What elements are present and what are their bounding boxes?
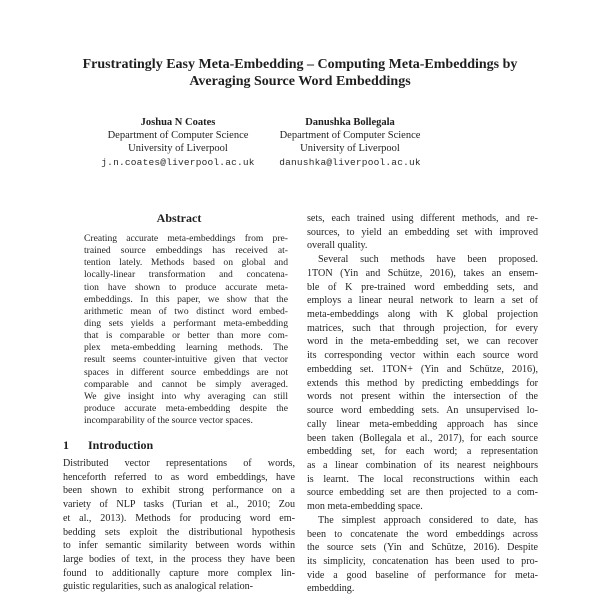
text-line: sources, to yield an embedding set with improved (307, 226, 538, 238)
author-university: University of Liverpool (300, 143, 400, 155)
text-line: overall quality. (307, 240, 368, 252)
text-line: bedding sets exploit the distributional hypothesis (63, 526, 295, 538)
text-line: embedding. (307, 583, 355, 595)
text-line: matrices, such that through projection, for every (307, 322, 538, 334)
text-line: word in the meta-embedding set, we can recover (307, 336, 538, 348)
text-line: been taken (Bollegala et al., 2017), for each source (307, 432, 538, 444)
text-line: been to concatenate the word embeddings across (307, 528, 538, 540)
text-line: henceforth referred to as word embeddings, have (63, 471, 295, 483)
text-line: the source sets (Yin and Schütze, 2016). Despite (307, 542, 538, 554)
text-line: Creating accurate meta-embeddings from pre- (84, 233, 288, 244)
text-line: sets, each trained using different methods, and re- (307, 213, 538, 224)
text-line: employs a linear neural network to learn a set of (307, 295, 538, 307)
text-line: guistic regularities, such as analogical relation- (63, 581, 254, 593)
right-column-body (307, 212, 538, 596)
abstract-heading: Abstract (156, 211, 202, 225)
text-line: to infer semantic similarity between words within (63, 540, 295, 552)
text-line: tention lately. Methods based on global and (84, 257, 288, 269)
section-heading-introduction (63, 438, 295, 453)
author-email: danushka@liverpool.ac.uk (279, 156, 421, 168)
text-line: embeddings. In this paper, we show that the (84, 293, 288, 305)
text-line: variety of NLP tasks (Turian et al., 2010; Zou (63, 499, 295, 511)
author-university: University of Liverpool (128, 143, 228, 155)
text-line: et al., 2013). Methods for producing word em- (63, 512, 295, 524)
text-line: produce accurate meta-embedding despite the (84, 402, 288, 414)
text-line: embedding set. 1TON+ (Yin and Schütze, 2016), (307, 363, 538, 375)
section-title: Introduction (88, 438, 154, 452)
text-line: tion have shown to produce accurate meta- (84, 281, 288, 293)
text-line: ding sets yields a performant meta-embedding (84, 317, 288, 329)
author-block-2 (240, 116, 460, 169)
text-line: large bodies of text, in the process they have been (63, 554, 295, 566)
text-line: source word embedding sets. An unsupervised lo- (307, 405, 538, 417)
text-line: that is comparable or better than more com- (84, 330, 288, 342)
text-line: its simplicity, concatenation has been used to pro- (307, 555, 538, 567)
section-number: 1 (63, 438, 69, 452)
text-line: cally linear meta-embedding approach has since (307, 418, 538, 430)
abstract-body (84, 233, 288, 427)
text-line: spaces in different source embeddings are not (84, 366, 288, 378)
paragraph (307, 212, 538, 253)
paragraph (63, 457, 295, 594)
text-line: Distributed vector representations of words, (63, 458, 295, 469)
author-email: j.n.coates@liverpool.ac.uk (101, 156, 255, 168)
text-line: is learnt. The local reconstructions within each (307, 473, 538, 485)
text-line: arithmetic mean of two distinct word embed- (84, 305, 288, 317)
text-line: words not present within the intersection of the (307, 391, 538, 403)
text-line: incomparability of the source vector spaces. (84, 415, 253, 427)
author-department: Department of Computer Science (279, 130, 421, 142)
text-line: The simplest approach considered to date, has (318, 514, 538, 526)
paper-title-line-2: Averaging Source Word Embeddings (189, 73, 411, 89)
text-line: mon meta-embedding space. (307, 501, 423, 513)
paragraph (84, 233, 288, 427)
text-line: 1TON (Yin and Schütze, 2016), takes an ensem- (307, 267, 538, 279)
text-line: embedding set, for each word; a representation (307, 446, 538, 458)
text-line: source embedding set are then projected to a com- (307, 487, 538, 499)
text-line: locally-linear transformation and concatena- (84, 269, 288, 281)
author-name: Danushka Bollegala (305, 117, 395, 128)
paper-title (0, 57, 600, 90)
paragraph (307, 514, 538, 596)
text-line: found to additionally capture more complex lin- (63, 567, 295, 579)
text-line: meta-embeddings along with K global projection (307, 309, 538, 321)
paper-title-line-1: Frustratingly Easy Meta-Embedding – Computing Meta-Embeddings by (82, 57, 518, 72)
text-line: extends this method by predicting embeddings for (307, 377, 538, 389)
text-line: as a linear combination of its nearest neighbours (307, 459, 538, 471)
text-line: comparable and cannot be simply averaged. (84, 378, 288, 390)
text-line: result seems counter-intuitive given that vector (84, 354, 288, 366)
author-name: Joshua N Coates (140, 117, 216, 128)
text-line: vide a good baseline of performance for meta- (307, 569, 538, 581)
text-line: plex meta-embedding learning methods. The (84, 342, 288, 354)
text-line: ble of K pre-trained word embedding sets, and (307, 281, 538, 293)
text-line: trained source embeddings has received at- (84, 245, 288, 257)
text-line: been shown to exhibit strong performance on a (63, 485, 295, 497)
left-column-body (63, 457, 295, 594)
text-line: We give insight into why averaging can still (84, 390, 288, 402)
text-line: Several such methods have been proposed. (318, 254, 538, 266)
author-department: Department of Computer Science (107, 130, 249, 142)
text-line: its corresponding vector within each source word (307, 350, 538, 362)
paragraph (307, 253, 538, 514)
